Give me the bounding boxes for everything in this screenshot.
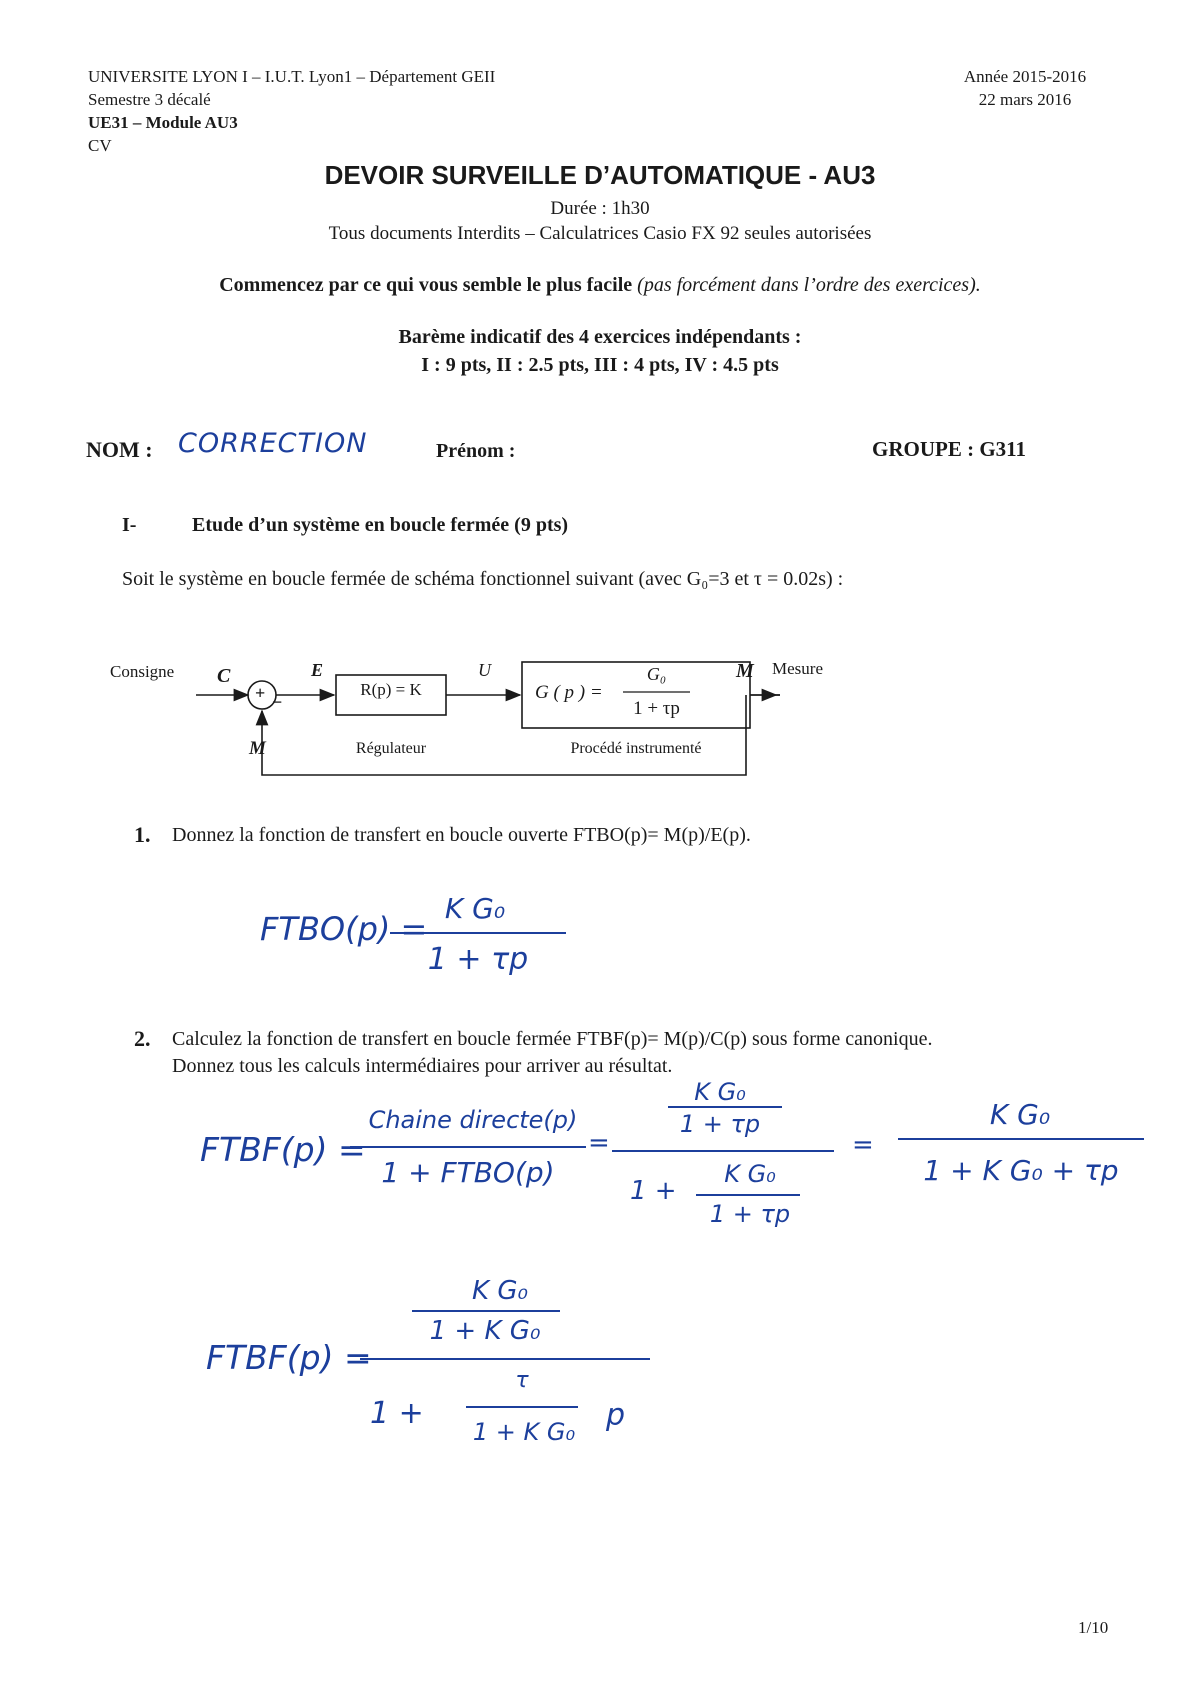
nom-value: CORRECTION — [178, 428, 368, 459]
header-date: 22 mars 2016 — [978, 90, 1072, 109]
groupe-label: GROUPE : G311 — [872, 437, 1027, 461]
answer-3-main-bar — [360, 1358, 650, 1360]
answer-2-f3-numerator: K G₀ — [989, 1098, 1051, 1131]
header-author: CV — [88, 136, 112, 155]
regulator-box-label: R(p) = K — [360, 680, 422, 699]
question-2-text-1: Calculez la fonction de transfert en boucle fermée FTBF(p)= M(p)/C(p) sous forme canonique. — [172, 1028, 933, 1050]
answer-1-denominator: 1 + τp — [427, 942, 529, 977]
answer-1-numerator: K G₀ — [444, 892, 506, 925]
regulator-label: Régulateur — [355, 740, 427, 757]
header-module: UE31 – Module AU3 — [88, 113, 238, 132]
answer-2-equals-3: = — [852, 1130, 874, 1160]
plus-sign: + — [255, 683, 266, 703]
mesure-label: Mesure — [772, 659, 823, 678]
header-university: UNIVERSITE LYON I – I.U.T. Lyon1 – Département GEII — [88, 67, 496, 86]
question-2-number: 2. — [134, 1026, 151, 1051]
answer-2-lhs: FTBF(p) = — [200, 1130, 366, 1169]
minus-sign: − — [272, 692, 283, 712]
question-2-text-2: Donnez tous les calculs intermédiaires pour arriver au résultat. — [172, 1055, 673, 1077]
advice-italic: (pas forcément dans l’ordre des exercices). — [637, 274, 981, 296]
answer-3-num-den: 1 + K G₀ — [429, 1316, 541, 1346]
answer-2-f2-den-bar — [696, 1194, 800, 1196]
section-number: I- — [122, 514, 137, 536]
exam-duration: Durée : 1h30 — [550, 198, 650, 219]
answer-3-num-bar — [412, 1310, 560, 1312]
answer-2-f3-bar — [898, 1138, 1144, 1140]
answer-2-f2-main-bar — [612, 1150, 834, 1152]
consigne-label: Consigne — [110, 662, 175, 681]
answer-1-fraction-bar — [390, 932, 566, 934]
section-intro: Soit le système en boucle fermée de schéma fonctionnel suivant (avec G₀=3 et τ = 0.02s) : — [122, 568, 844, 590]
answer-2-f2-num-bar — [668, 1106, 782, 1108]
answer-2-f3-denominator: 1 + K G₀ + τp — [923, 1154, 1119, 1187]
answer-2-f2-num-den: 1 + τp — [679, 1110, 761, 1138]
header-year: Année 2015-2016 — [963, 67, 1087, 86]
answer-2-f1-numerator: Chaine directe(p) — [368, 1106, 578, 1134]
signal-m-out: M — [736, 660, 754, 682]
section-title: Etude d’un système en boucle fermée (9 pts) — [192, 514, 569, 536]
answer-3-lhs: FTBF(p) = — [206, 1338, 372, 1377]
exam-rules: Tous documents Interdits – Calculatrices Casio FX 92 seules autorisées — [328, 223, 872, 244]
process-lhs: G ( p ) = — [535, 682, 603, 703]
answer-3-den-frac-num: τ — [515, 1368, 529, 1393]
answer-2-f1-denominator: 1 + FTBO(p) — [381, 1156, 555, 1189]
advice-bold: Commencez par ce qui vous semble le plus facile — [219, 274, 633, 296]
signal-m-feedback: M — [249, 738, 266, 759]
signal-e: E — [311, 660, 324, 680]
answer-2-f1-bar — [350, 1146, 586, 1148]
signal-u: U — [478, 660, 491, 680]
exam-advice — [0, 274, 1200, 297]
question-1-text: Donnez la fonction de transfert en boucle ouverte FTBO(p)= M(p)/E(p). — [172, 824, 751, 846]
nom-label: NOM : — [86, 437, 153, 462]
answer-3-den-one: 1 + — [370, 1396, 424, 1431]
answer-3-num-num: K G₀ — [472, 1276, 528, 1306]
bareme-title: Barème indicatif des 4 exercices indépendants : — [398, 326, 802, 348]
answer-2-f2-den-one: 1 + — [630, 1176, 677, 1206]
answer-3-den-frac-den: 1 + K G₀ — [472, 1418, 576, 1446]
process-denominator: 1 + τp — [633, 698, 680, 719]
page-number: 1/10 — [1078, 1618, 1109, 1637]
header-semester: Semestre 3 décalé — [88, 90, 211, 109]
answer-2-equals-2: = — [588, 1128, 610, 1158]
prenom-label: Prénom : — [436, 440, 516, 462]
process-label: Procédé instrumenté — [570, 740, 702, 757]
page-title: DEVOIR SURVEILLE D’AUTOMATIQUE - AU3 — [324, 160, 876, 190]
answer-1-lhs: FTBO(p) = — [260, 910, 428, 948]
answer-3-den-p: p — [606, 1398, 626, 1433]
signal-c: C — [217, 665, 231, 687]
process-numerator: G₀ — [646, 664, 667, 684]
question-1-number: 1. — [134, 822, 151, 847]
answer-2-f2-num-num: K G₀ — [694, 1078, 746, 1106]
answer-2-f2-den-den: 1 + τp — [709, 1200, 791, 1228]
bareme-points: I : 9 pts, II : 2.5 pts, III : 4 pts, IV : 4.5 pts — [421, 354, 779, 376]
answer-3-den-frac-bar — [466, 1406, 578, 1408]
answer-2-f2-den-num: K G₀ — [724, 1160, 776, 1188]
